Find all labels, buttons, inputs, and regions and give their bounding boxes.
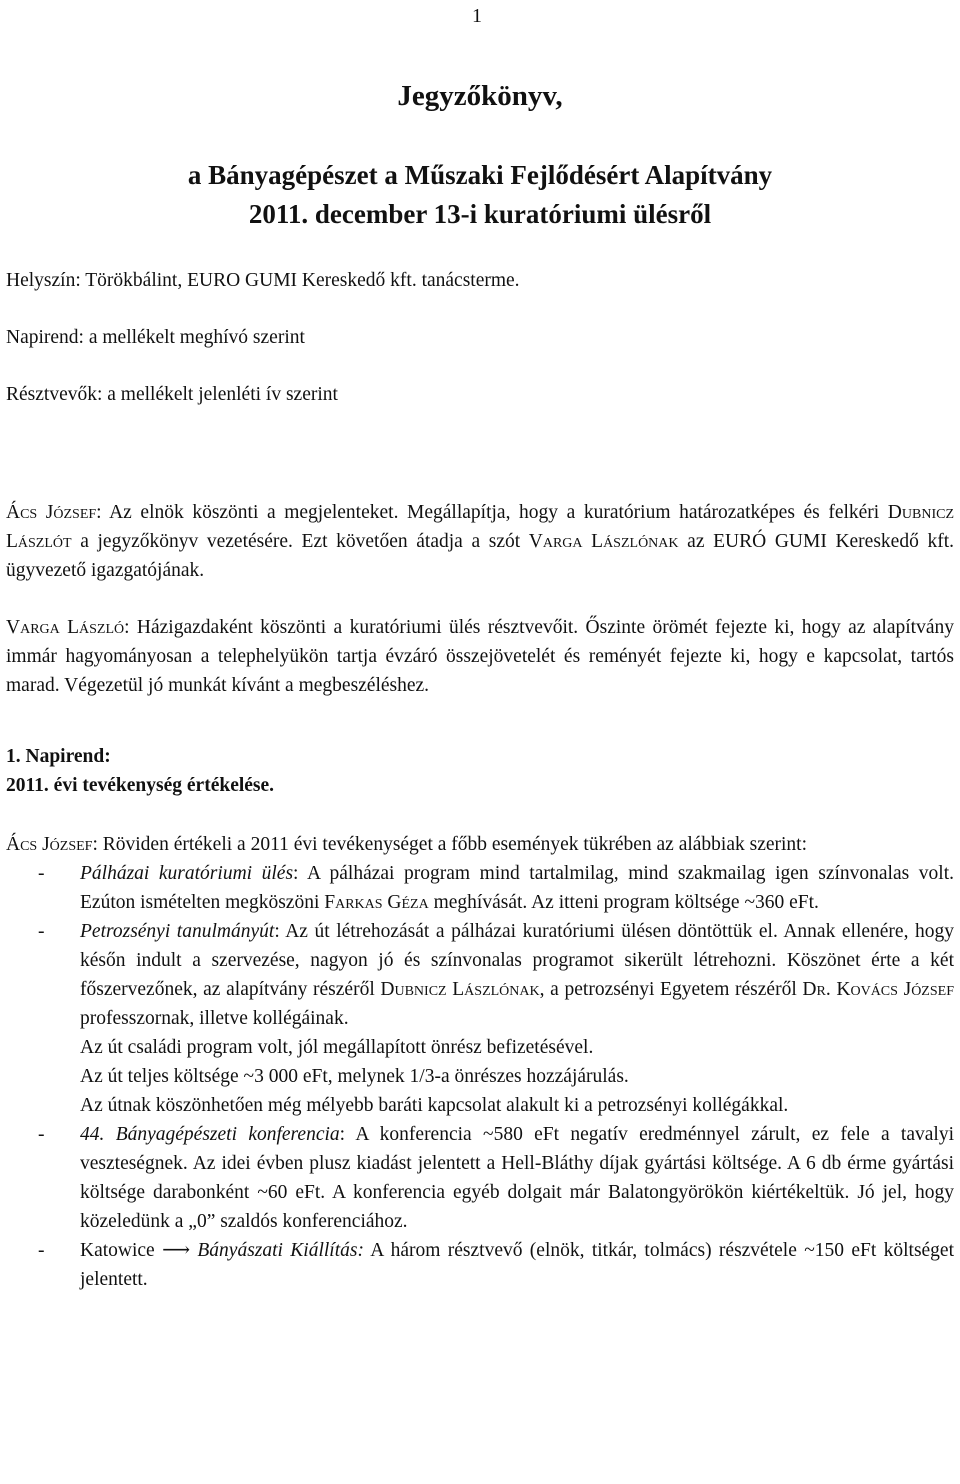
item-text: meghívását. Az itteni program költsége ~360 eFt. (428, 892, 819, 913)
list-dash: - (38, 921, 45, 942)
meta-block (6, 266, 956, 437)
paragraph-opening (6, 498, 954, 585)
person-name: Farkas Géza (324, 892, 429, 913)
item-text: , a petrozsényi Egyetem részéről (539, 979, 803, 1000)
person-name: Dubnicz Lászlónak (380, 979, 540, 1000)
item-title: 44. Bányagépészeti konferencia (80, 1124, 340, 1145)
title-sub-2: 2011. december 13-i kuratóriumi ülésről (248, 199, 712, 229)
meta-location: Helyszín: Törökbálint, EURO GUMI Kereskedő kft. tanácsterme. (6, 270, 520, 291)
spacer (6, 800, 954, 830)
list-dash: - (38, 863, 45, 884)
paragraph-host (6, 613, 954, 700)
speaker-name: Ács József (6, 834, 93, 855)
title-main: Jegyzőkönyv, (397, 80, 563, 112)
person-name: Varga Lászlónak (528, 531, 679, 552)
item-text: : A pálházai program mind tartalmilag, mind szakmailag igen színvonalas volt. Ezúton ismételten megköszöni (80, 863, 954, 913)
item-text: Katowice (80, 1240, 163, 1261)
paragraph-evaluation (6, 830, 954, 859)
meta-participants: Résztvevők: a mellékelt jelenléti ív szerint (6, 384, 338, 405)
list-dash: - (38, 1240, 45, 1261)
paragraph-text: az EURÓ GUMI Kereskedő kft. ügyvezető igazgatójának. (6, 531, 954, 581)
item-line: Az út teljes költsége ~3 000 eFt, melynek 1/3-a önrészes hozzájárulás. (80, 1066, 629, 1087)
title-sub-1: a Bányagépészet a Műszaki Fejlődésért Alapítvány (187, 160, 773, 190)
page-number: 1 (472, 5, 482, 27)
item-title: Petrozsényi tanulmányút (80, 921, 275, 942)
paragraph-text: : Röviden értékeli a 2011 évi tevékenységet a főbb események tükrében az alábbiak szerint: (92, 834, 808, 855)
item-line: Az útnak köszönhetően még mélyebb baráti kapcsolat alakult ki a petrozsényi kollégákkal. (80, 1095, 789, 1116)
item-text: professzornak, illetve kollégáinak. (80, 1008, 349, 1029)
paragraph-text: a jegyzőkönyv vezetésére. Ezt követően átadja a szót (71, 531, 529, 552)
list-item-conference (6, 1120, 954, 1236)
item-text: : A konferencia ~580 eFt negatív eredménnyel zárult, ez fele a tavalyi veszteségnek. Az idei évben plusz kiadást jelentett a Hell-Bláthy díjak gyártási költsége. A 6 db érme gyártási költsége darabonként ~60 eFt. A konferencia egyéb dolgait már Balatongyörökön kiértékeltük. Jó jel, hogy közeledünk a „0” szaldós konferenciához. (80, 1124, 954, 1232)
list-item-petrozseny (6, 917, 954, 1120)
spacer (6, 700, 954, 742)
person-name: Dubnicz Lászlót (6, 502, 954, 552)
list-item-katowice (6, 1236, 954, 1294)
paragraph-text: : Házigazdaként köszönti a kuratóriumi ülés résztvevőit. Őszinte örömét fejezte ki, hogy az alapítvány immár hagyományosan a telephelyükön tartja évzáró összejövetelét és reményét fejezte ki, hogy e kapcsolat, tartós marad. Végezetül jó munkát kívánt a megbeszéléshez. (6, 617, 954, 696)
document-body (6, 498, 954, 1294)
meta-agenda: Napirend: a mellékelt meghívó szerint (6, 327, 305, 348)
item-title: Bányászati Kiállítás: (197, 1240, 364, 1261)
item-text: A három résztvevő (elnök, titkár, tolmács) részvétele ~150 eFt költséget jelentett. (80, 1240, 955, 1290)
speaker-name: Varga László (6, 617, 125, 638)
item-line: Az út családi program volt, jól megállapított önrész befizetésével. (80, 1037, 594, 1058)
section-heading-number: 1. Napirend: (6, 746, 111, 767)
speaker-name: Ács József (6, 502, 97, 523)
paragraph-text: : Az elnök köszönti a megjelenteket. Megállapítja, hogy a kuratórium határozatképes és felkéri (96, 502, 888, 523)
document-title (0, 74, 960, 234)
list-item-palhaza (6, 859, 954, 917)
spacer (6, 585, 954, 613)
person-name: Dr. Kovács József (802, 979, 954, 1000)
item-text: : Az út létrehozását a pálházai kuratóriumi ülésen döntöttük el. Annak ellenére, hogy későn indult a szervezése, nagyon jó és színvonalas programot sikerült létrehozni. Köszönet érte a két főszervezőnek, az alapítvány részéről (80, 921, 954, 1000)
list-dash: - (38, 1124, 45, 1145)
arrow-icon: ⟶ (162, 1240, 191, 1261)
item-title: Pálházai kuratóriumi ülés (80, 863, 294, 884)
section-heading-title: 2011. évi tevékenység értékelése. (6, 775, 275, 796)
